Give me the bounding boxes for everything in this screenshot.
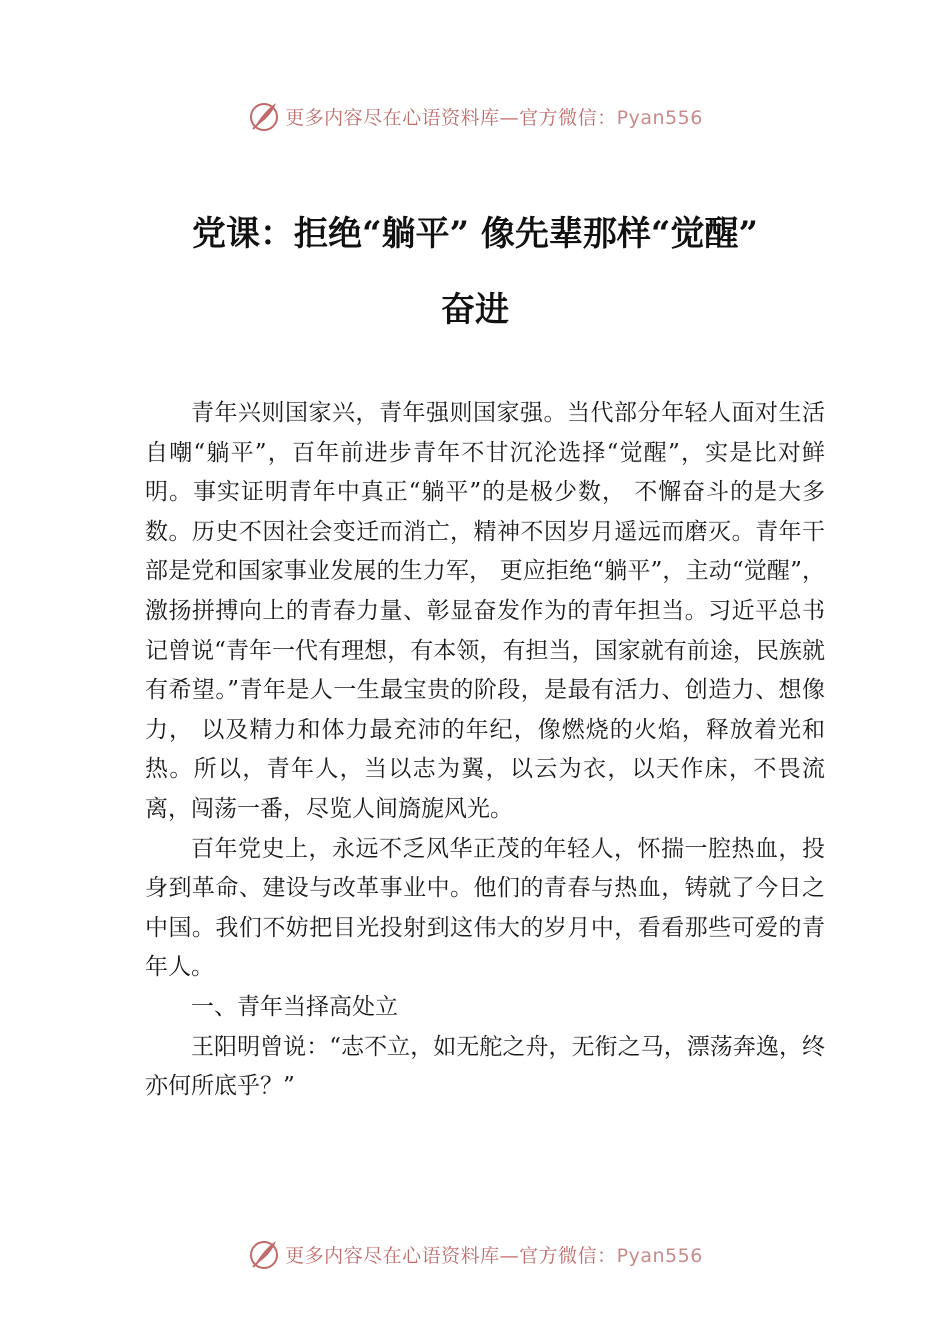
watermark-text: 更多内容尽在心语资料库—官方微信：Pyan556 xyxy=(285,1244,703,1267)
document-title-line-2: 奋进 xyxy=(441,290,509,330)
document-title-line-1: 党课：拒绝“躺平” 像先辈那样“觉醒” xyxy=(191,214,759,254)
header-watermark-banner xyxy=(0,96,950,136)
footer-watermark-banner xyxy=(0,1234,950,1274)
paragraph-2: 百年党史上，永远不乏风华正茂的年轻人，怀揣一腔热血，投身到革命、建设与改革事业中。他们的青春与热血，铸就了今日之中国。我们不妨把目光投射到这伟大的岁月中，看看那些可爱的青年人。 xyxy=(145,835,825,981)
feather-quill-logo-icon xyxy=(247,99,281,133)
wechat-id: Pyan556 xyxy=(616,1244,703,1267)
paragraph-3: 王阳明曾说：“志不立，如无舵之舟，无衔之马，漂荡奔逸，终亦何所底乎？” xyxy=(145,1033,825,1100)
paragraph-1: 青年兴则国家兴，青年强则国家强。当代部分年轻人面对生活自嘲“躺平”，百年前进步青年不甘沉沦选择“觉醒”，实是比对鲜明。事实证明青年中真正“躺平”的是极少数， 不懈奋斗的是大多数。历史不因社会变迁而消亡，精神不因岁月遥远而磨灭。青年干部是党和国家事业发展的生力军， 更应拒绝“躺平”，主动“觉醒”，激扬拼搏向上的青春力量、彰显奋发作为的青年担当。习近平总书记曾说“青年一代有理想，有本领，有担当，国家就有前途，民族就有希望。”青年是人一生最宝贵的阶段，是最有活力、创造力、想像力， 以及精力和体力最充沛的年纪，像燃烧的火焰，释放着光和热。所以，青年人，当以志为翼，以云为衣，以天作床，不畏流离，闯荡一番，尽览人间旖旎风光。 xyxy=(145,400,825,822)
document-body xyxy=(145,394,825,1107)
feather-quill-logo-icon xyxy=(247,1237,281,1271)
section-heading: 一、青年当择高处立 xyxy=(191,993,398,1020)
wechat-id: Pyan556 xyxy=(616,106,703,129)
watermark-text: 更多内容尽在心语资料库—官方微信：Pyan556 xyxy=(285,106,703,129)
